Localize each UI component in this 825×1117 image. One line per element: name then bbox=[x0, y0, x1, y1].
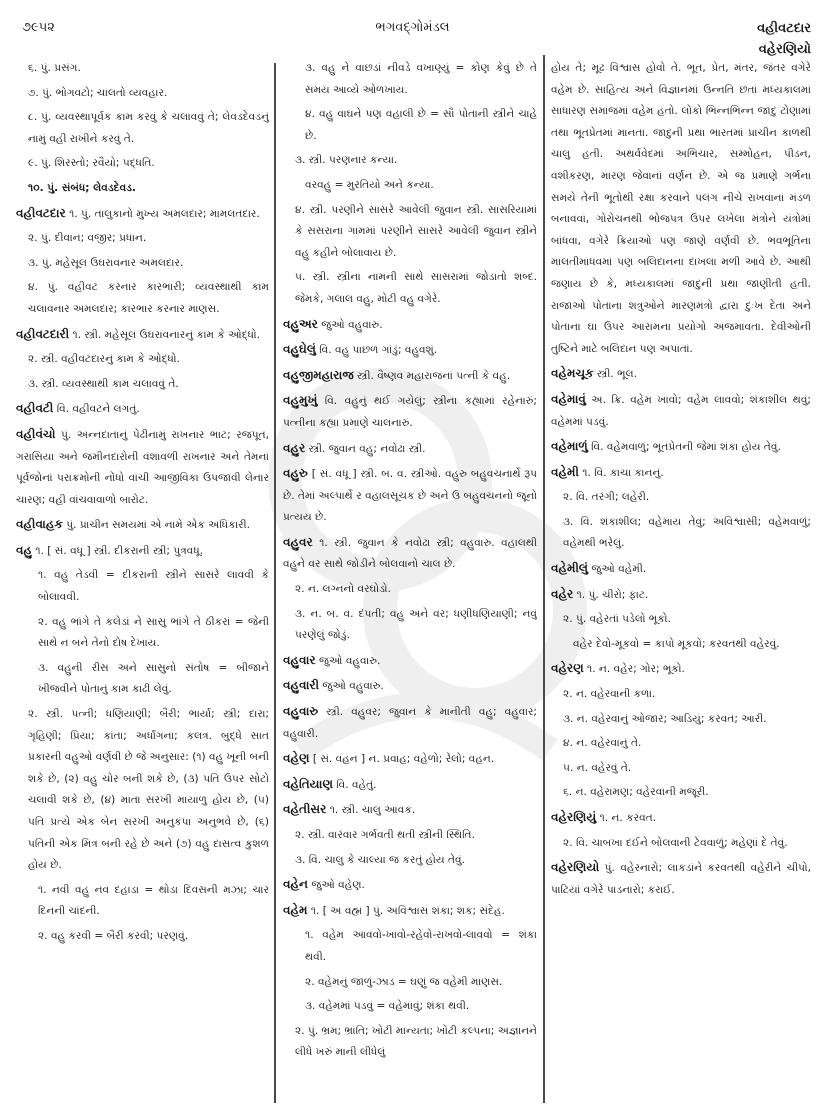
dictionary-entry bbox=[283, 532, 537, 576]
guide-word-first: વહીવટદાર bbox=[757, 21, 811, 36]
definition: ૧. સ્ત્રી. જુવાન કે નવોઢા સ્ત્રી; વહુવારુ. વહાલથી વહુને વર સાથે જોડીને બોલવાનો ચાલ છે. bbox=[283, 536, 537, 571]
headword: વહેમી bbox=[551, 464, 579, 479]
sense-text: ૯. પું. શિરસ્તો; રવૈયો; પદ્ધતિ. bbox=[28, 157, 155, 170]
sense bbox=[16, 58, 269, 80]
sense bbox=[16, 349, 269, 371]
sense bbox=[16, 153, 269, 175]
sense bbox=[16, 178, 269, 200]
dictionary-entry bbox=[551, 658, 811, 681]
dictionary-entry bbox=[283, 675, 537, 698]
idiom-text: ૩. વહેમમાં પડવું = વહેમાવું; શંકા થવી. bbox=[305, 1000, 470, 1013]
sense-text: ૨. ન. લગ્નનો વરઘોડો. bbox=[295, 583, 391, 596]
headword: વહુર bbox=[283, 440, 306, 455]
idiom-text: ૨. વહેમનું જાળું-ઝાડ = ઘણું જ વહેમી માણસ. bbox=[305, 975, 503, 988]
sense bbox=[551, 782, 811, 804]
sense bbox=[283, 579, 537, 601]
dictionary-entry bbox=[283, 339, 537, 362]
sense-text: ૧૦. પું. સંબંધ; લેવડદેવડ. bbox=[28, 181, 137, 194]
dictionary-entry bbox=[551, 462, 811, 485]
dictionary-entry bbox=[283, 314, 537, 337]
sense bbox=[283, 604, 537, 647]
idiom bbox=[16, 926, 269, 948]
dictionary-entry bbox=[283, 365, 537, 388]
definition: પું. વહેરનારો; લાકડાંને કરવતથી વહેરીને ચીપો, પાટિયાં વગેરે પાડનારો; કરાઈ. bbox=[551, 862, 811, 896]
sense-text: ૮. પું. વ્યવસ્થાપૂર્વક કામ કરવું કે ચલાવવું તે; લેવડદેવડનું નામું વહી રાખીને કરવું તે. bbox=[28, 111, 269, 145]
sense bbox=[16, 374, 269, 396]
definition: સ્ત્રી. વૈષ્ણવ મહારાજનાં પત્ની કે વહુ. bbox=[353, 369, 511, 382]
sense bbox=[551, 684, 811, 706]
idiom bbox=[283, 925, 537, 968]
headword: વહેમાળું bbox=[551, 439, 588, 454]
guide-words bbox=[757, 18, 811, 60]
dictionary-entry bbox=[16, 514, 269, 537]
definition: વિ. વહુનું થઈ ગયેલું; સ્ત્રીના કહ્યામાં રહેનારું; પત્નીના કહ્યા પ્રમાણે ચાલનારું. bbox=[283, 395, 537, 429]
headword: વહેરણિયો bbox=[551, 860, 600, 875]
sense bbox=[16, 277, 269, 320]
idiom bbox=[283, 996, 537, 1018]
headword: વહેમ bbox=[283, 902, 308, 917]
sense bbox=[16, 253, 269, 275]
dictionary-entry bbox=[283, 390, 537, 434]
dictionary-entry bbox=[283, 463, 537, 529]
definition: સ્ત્રી. જુવાન વહુ; નવોઢા સ્ત્રી. bbox=[305, 442, 426, 455]
idiom bbox=[16, 565, 269, 608]
sense bbox=[551, 487, 811, 509]
headword: વહુવારી bbox=[283, 678, 320, 693]
headword: વહુમુખું bbox=[283, 393, 318, 408]
sense-text: ૩. ન. બ. વ. દંપતી; વહુ અને વર; ધણીધણિયાણી; નવું પરણેલું જોડું. bbox=[295, 607, 537, 642]
definition: વિ. વહુ પાછળ ગાંડું; વહુવશું. bbox=[315, 344, 438, 357]
dictionary-entry bbox=[551, 807, 811, 830]
dictionary-entry bbox=[16, 424, 269, 511]
idiom-text: ૧. વહેમ આવવો-ખાવો-રહેવો-રાખવો-લાવવો = શંકા થવી. bbox=[305, 929, 537, 963]
sense-text: ૬. ન. વહેરામણ; વહેરવાની મજૂરી. bbox=[563, 786, 709, 799]
guide-word-last: વહેરણિયો bbox=[758, 42, 811, 57]
sense-text: ૨. પું. ભ્રમ; ભ્રાંતિ; ખોટી માન્યતા; ખોટી કલ્પના; અજ્ઞાનને લીધે ખરું માની લીધેલું bbox=[295, 1024, 537, 1059]
headword: વહુવારુ bbox=[283, 704, 319, 719]
headword: વહેન bbox=[283, 877, 308, 892]
idiom-text: વરવહુ = મુરતિયો અને કન્યા. bbox=[305, 178, 434, 191]
sense-text: ૫. ન. વહેરવું તે. bbox=[563, 761, 632, 774]
sense-text: ૩. વિ. ચાલુ કે ચાલ્યા જ કરતું હોય તેવું. bbox=[295, 853, 465, 866]
dictionary-entry bbox=[283, 650, 537, 673]
sense-text: ૩. ન. વહેરવાનું ઓજાર; આડિયું; કરવત; આરી. bbox=[563, 712, 767, 725]
sense bbox=[551, 758, 811, 780]
headword: વહીવટદાર bbox=[16, 205, 66, 220]
sense-text: ૫. સ્ત્રી. સ્ત્રીના નામની સાથે સાસરામાં જોડાતો શબ્દ. જેમકે, ગલાલ વહુ, મોટી વહુ વગેરે. bbox=[295, 271, 537, 305]
definition: અ. ક્રિ. વહેમ ખાવો; વહેમ લાવવો; શંકાશીલ થવું; વહેમમાં પડવું. bbox=[551, 393, 811, 428]
sense-text: ૨. પું. વહેરતાં પડેલો ભૂકો. bbox=[563, 613, 671, 626]
dictionary-entry bbox=[283, 799, 537, 822]
idiom-text: ૨. વહુ ભાંગે તે કલેડાં ને સાસુ ભાંગે તે ઠીકરાં = જેની સાથે ન બને તેનો દોષ દેખાય. bbox=[38, 615, 269, 650]
sense bbox=[283, 850, 537, 872]
sense bbox=[551, 833, 811, 855]
definition: [ સં. વહન ] ન. પ્રવાહ; વહેળો; રેલો; વહન. bbox=[309, 753, 495, 766]
idiom bbox=[283, 104, 537, 147]
idiom-text: ૧. વહુ તેડવી = દીકરાની સ્ત્રીને સાસરે લાવવી કે બોલાવવી. bbox=[38, 569, 269, 604]
sense bbox=[283, 825, 537, 847]
idiom bbox=[283, 175, 537, 197]
idiom bbox=[283, 58, 537, 101]
definition: જુઓ વહુવારુ. bbox=[319, 680, 384, 693]
column-1 bbox=[16, 58, 269, 1114]
definition: ૧. ન. કરવત. bbox=[596, 812, 657, 824]
headword: વહીવંચો bbox=[16, 426, 56, 441]
dictionary-entry bbox=[283, 438, 537, 461]
page-number: ૭૯૫૨ bbox=[22, 20, 55, 35]
headword: વહેર bbox=[551, 586, 574, 601]
headword: વહેમીલું bbox=[551, 561, 588, 576]
dictionary-entry bbox=[551, 389, 811, 433]
idiom bbox=[16, 612, 269, 655]
sense bbox=[16, 83, 269, 105]
headword: વહુ bbox=[16, 542, 33, 557]
dictionary-entry bbox=[16, 324, 269, 347]
dictionary-entry bbox=[283, 774, 537, 797]
definition: જુઓ વહેણ. bbox=[307, 879, 365, 892]
dictionary-entry bbox=[551, 584, 811, 607]
headword: વહીવટદારી bbox=[16, 326, 70, 341]
definition: પું. અન્નદાતાનું પેઢીનામું રાખનાર ભાટ; રજપૂત, ગરાસિયા અને જમીનદારોની વંશાવળી રાખનાર અને તેમનાં પૂર્વજોનાં પરાક્રમોની નોંધો વાંચી આજીવિકા ઉપજાવી લેનાર ચારણ; વહી વાંચવાવાળો બારોટ. bbox=[16, 428, 269, 506]
headword: વહુવાર bbox=[283, 652, 316, 667]
idiom-text: ૩. વહુની રીસ અને સાસુનો સંતોષ = બીજાને ખીજવીને પોતાનું કામ કાઢી લેવું. bbox=[38, 661, 269, 696]
column-2 bbox=[283, 58, 537, 1114]
definition: ૧. [ સં. વધૂ ] સ્ત્રી. દીકરાની સ્ત્રી; પુત્રવધૂ. bbox=[32, 544, 204, 557]
continuation bbox=[551, 58, 811, 360]
definition: ૧. [ અ વહ્મ ] પું. અવિશ્વાસ શંકા; શક; સંદેહ. bbox=[307, 904, 505, 917]
headword: વહીવટી bbox=[16, 401, 54, 416]
definition: ૧. વિ. કાચા કાનનું. bbox=[578, 466, 664, 479]
headword: વહેરણિયું bbox=[551, 810, 597, 824]
dictionary-entry bbox=[16, 398, 269, 421]
headword: વહેતિયાણ bbox=[283, 776, 333, 791]
headword: વહુઅર bbox=[283, 316, 318, 331]
definition: વિ. વહેમવાળું; ભૂતપ્રેતની જેમાં શંકા હોય તેવું. bbox=[587, 441, 781, 454]
sense-text: ૨. પું. દીવાન; વજીર; પ્રધાન. bbox=[28, 232, 147, 245]
sense-text: ૨. વિ. તરંગી; લહેરી. bbox=[563, 491, 650, 504]
sense-text: ૩. સ્ત્રી. વ્યવસ્થાથી કામ ચલાવવું તે. bbox=[28, 377, 179, 390]
sense-text: ૩. વિ. શંકાશીલ; વહેમાય તેવું; અવિશ્વાસી; વહેમવાળું; વહેમથી ભરેલું. bbox=[563, 515, 811, 550]
headword: વહુઘેલું bbox=[283, 342, 316, 357]
dictionary-entry bbox=[551, 363, 811, 386]
idiom-text: ૪. વહુ વાઘને પણ વહાલી છે = સૌ પોતાની સ્ત્રીને ચાહે છે. bbox=[305, 108, 537, 142]
column-divider-1 bbox=[274, 63, 276, 1103]
headword: વહુરુ bbox=[283, 466, 308, 481]
headword: વહુજીમહારાજ bbox=[283, 367, 354, 382]
idiom bbox=[16, 880, 269, 923]
sense bbox=[16, 107, 269, 150]
idiom-text: ૩. વહુ ને વાછડાં નીવડે વખાણ્યું = કોણ કેવું છે તે સમય આવ્યે ઓળખાય. bbox=[305, 62, 537, 96]
headword: વહેમચૂક bbox=[551, 366, 594, 381]
headword: વહીવાહક bbox=[16, 517, 63, 532]
definition: ૧. ન. વહેર; ગોર; ભૂકો. bbox=[583, 663, 685, 676]
sense bbox=[551, 709, 811, 731]
definition: જુઓ વહેમી. bbox=[587, 563, 647, 576]
headword: વહેમાવું bbox=[551, 391, 586, 406]
sense bbox=[283, 150, 537, 172]
sense-text: ૪. પું. વહીવટ કરનાર કારભારી; વ્યવસ્થાથી કામ ચલાવનાર અમલદાર; કારભાર કરનાર માણસ. bbox=[28, 281, 269, 315]
headword: વહેણ bbox=[283, 751, 310, 766]
sense-text: ૨. સ્ત્રી. વહીવટદારનું કામ કે ઓદ્ધો. bbox=[28, 353, 180, 366]
sense-text: ૨. સ્ત્રી. વારંવાર ગર્ભવતી થતી સ્ત્રીની સ્થિતિ. bbox=[295, 829, 475, 841]
column-divider-2 bbox=[543, 55, 545, 1103]
continuation-text: હોય તે; મૂઢ વિશ્વાસ હોવો તે. ભૂત, પ્રેત, મંતર, જંતર વગેરે વહેમ છે. સાહિત્ય અને વિજ્ઞાનમાં ઉન્નતિ છતાં મધ્યકાલમાં સાધારણ સમાજમાં વહેમ હતો. લોકો ભિન્નભિન્ન જાદુ ટોણામાં તથા ભૂતપ્રેતમાં માનતા. જાદુની પ્રથા ભારતમાં પ્રાચીન કાળથી ચાલુ હતી. અથર્વવેદમાં અભિચાર, સમ્મોહન, પીડન, વશીકરણ, મારણ જેવાનાં વર્ણન છે. એ જ પ્રમાણે ગર્ભના સમયે તેની ભૂતોથી રક્ષા કરવાને પલંગ નીચે રાખવાનાં મંડળ બનાવવાં, ગોરોચનથી ભોજપત્ર ઉપર લખેલા મંત્રોને યંત્રોમાં બાંધવા, વગેરે ક્રિયાઓ પણ જાણે વર્ણવી છે. ભવભૂતિના માલતીમાધવમાં પણ બલિદાનના દાખલા મળી આવે છે. આથી જણાય છે કે, મધ્યકાલમાં જાદુની પ્રથા જાણીતી હતી. રાજાઓ પોતાના શત્રુઓને મારણમંત્રો દ્વારા દુઃખ દેતા અને પોતાના ઘા ઉપર આરામના પ્રયોગો અજમાવતા. દેવીઓની તુષ્ટિને માટે બલિદાન પણ અપાતાં. bbox=[551, 62, 811, 355]
sense-text: ૩. પું. મહેસૂલ ઉઘરાવનાર અમલદાર. bbox=[28, 256, 184, 269]
definition: ૧. પું. તાલુકાનો મુખ્ય અમલદાર; મામલતદાર. bbox=[65, 207, 260, 220]
idiom bbox=[551, 634, 811, 656]
sense bbox=[283, 267, 537, 310]
dictionary-entry bbox=[283, 874, 537, 897]
sense-text: ૩. સ્ત્રી. પરણનાર કન્યા. bbox=[295, 154, 398, 167]
definition: જુઓ વહુવારુ. bbox=[315, 654, 381, 667]
idiom-text: ૧. નવી વહુ નવ દહાડા = થોડા દિવસની મઝા; ચાર દિનની ચાંદની. bbox=[38, 883, 269, 918]
definition: ૧. સ્ત્રી. ચાલુ આવક. bbox=[326, 804, 416, 817]
idiom-text: વહેર દેવો-મૂકવો = કાપો મૂકવો; કરવતથી વહેરવું. bbox=[573, 637, 780, 650]
definition: [ સં. વધૂ ] સ્ત્રી. બ. વ. સ્ત્રીઓ. વહુરુ બહુવચનાર્થે રૂપ છે. તેમાં અલ્પાર્થે ર વહાલસૂચક છે અને ઉ બહુવચનનો જૂનો પ્રત્યય છે. bbox=[283, 468, 537, 524]
definition: સ્ત્રી. ભૂલ. bbox=[593, 368, 637, 381]
sense-text: ૪. ન. વહેરવાનું તે. bbox=[563, 737, 642, 750]
sense bbox=[16, 704, 269, 877]
definition: પું. પ્રાચીન સમયમાં એ નામે એક અધિકારી. bbox=[62, 519, 251, 532]
dictionary-entry bbox=[283, 900, 537, 923]
sense-text: ૨. વિ. ચાબખા દઈને બોલવાની ટેવવાળું; મહેણાં દે તેવું. bbox=[563, 836, 788, 849]
sense bbox=[283, 200, 537, 265]
dictionary-entry bbox=[16, 540, 269, 563]
sense bbox=[551, 609, 811, 631]
sense-text: ૨. સ્ત્રી. પત્ની; ધણિયાણી; બૈરી; ભાર્યા; સ્ત્રી; દારા; ગૃહિણી; પ્રિયા; કાંતા; અર્ધાંગના; કલત્ર. બુદ્ધે સાત પ્રકારની વહુઓ વર્ણવી છે જે અનુસાર: (૧) વહુ ખૂની બની શકે છે, (૨) વહુ ચોર બની શકે છે, (૩) પતિ ઉપર સોટો ચલાવી શકે છે, (૪) માતા સરખી માયાળુ હોય છે, (૫) પતિ પ્રત્યે એક બેન સરખી અનુકંપા અનુભવે છે, (૬) પતિની એક મિત્ર બની રહે છે અને (૭) વહુ દાસત્વ કુશળ હોય છે. bbox=[28, 708, 269, 872]
dictionary-entry bbox=[551, 558, 811, 581]
sense-text: ૨. ન. વહેરવાની કળા. bbox=[563, 688, 656, 701]
dictionary-entry bbox=[283, 701, 537, 745]
sense-text: ૪. સ્ત્રી. પરણીને સાસરે આવેલી જુવાન સ્ત્રી. સાસરિયામાં કે સસરાના ગામમાં પરણીને સાસરે આવેલી જુવાન સ્ત્રીને વહુ કહીને બોલાવાય છે. bbox=[295, 203, 537, 259]
sense bbox=[551, 512, 811, 555]
idiom bbox=[283, 972, 537, 994]
dictionary-entry bbox=[551, 436, 811, 459]
definition: વિ. વહેતું. bbox=[332, 778, 377, 791]
dictionary-entry bbox=[16, 203, 269, 226]
definition: વિ. વહીવટને લગતું. bbox=[53, 403, 140, 416]
dictionary-entry bbox=[283, 748, 537, 771]
sense bbox=[551, 733, 811, 755]
headword: વહેરણ bbox=[551, 661, 584, 676]
sense bbox=[283, 1021, 537, 1064]
idiom bbox=[16, 658, 269, 701]
definition: ૧. પું. ચીરો; ફાટ. bbox=[573, 588, 649, 601]
column-3 bbox=[551, 58, 811, 1114]
definition: જુઓ વહુવારુ. bbox=[317, 318, 383, 331]
dictionary-title: ભગવદ્ગોમંડલ bbox=[375, 20, 450, 35]
definition: સ્ત્રી. વહુવર; જુવાન કે માનીતી વહુ; વહુવાર; વહુવારી. bbox=[283, 706, 537, 740]
dictionary-entry bbox=[551, 857, 811, 901]
headword: વહુવર bbox=[283, 534, 313, 549]
sense-text: ૭. પું. ભોગવટો; ચાલતો વ્યવહાર. bbox=[28, 86, 168, 99]
headword: વહેતીસર bbox=[283, 802, 327, 817]
definition: ૧. સ્ત્રી. મહેસૂલ ઉઘરાવનારનું કામ કે ઓદ્ધો. bbox=[69, 328, 261, 341]
sense bbox=[16, 228, 269, 250]
idiom-text: ૨. વહુ કરવી = બૈરી કરવી; પરણવું. bbox=[38, 929, 189, 942]
sense-text: ૬. પું. પ્રસંગ. bbox=[28, 62, 81, 74]
